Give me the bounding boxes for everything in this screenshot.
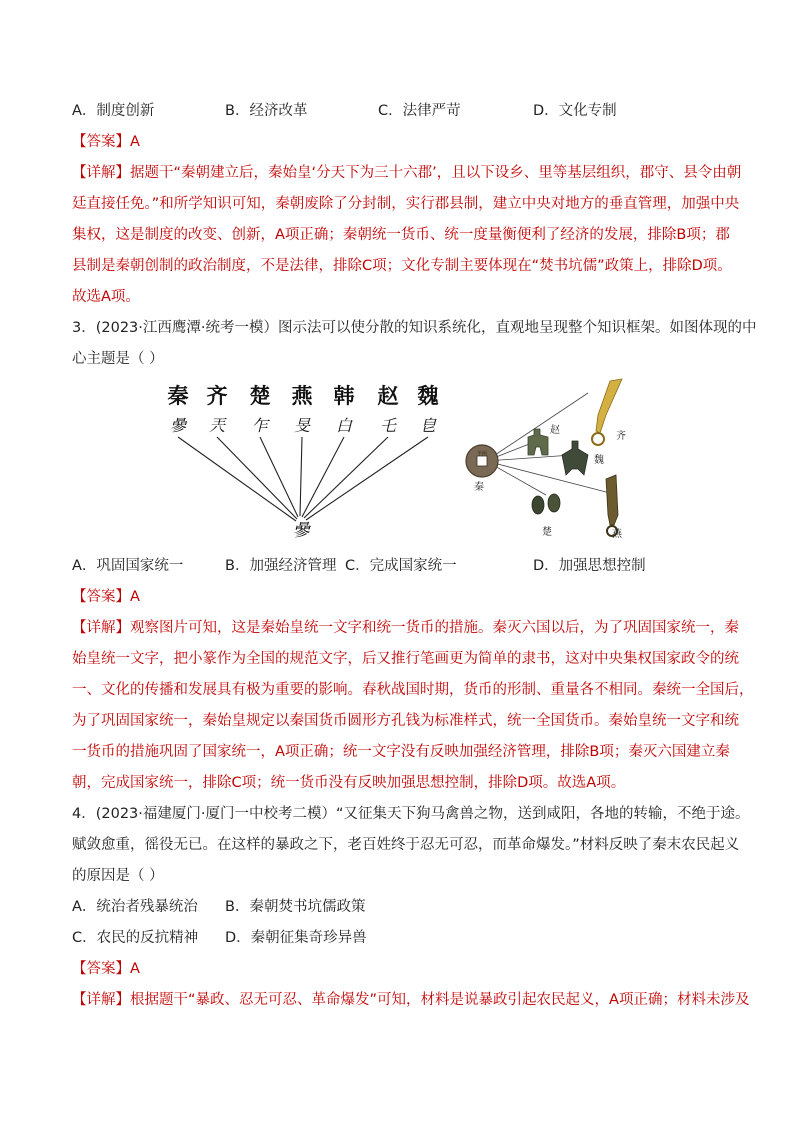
q3-option-c: C．完成国家统一 [345, 558, 457, 574]
label-qi: 齐 [616, 431, 626, 442]
answer-value: A [130, 961, 140, 977]
q3-options [72, 551, 722, 582]
state-wei: 魏 [417, 384, 439, 408]
label-yan: 燕 [612, 529, 622, 540]
answer-tag: 【答案】 [72, 961, 130, 977]
q3-figure [72, 381, 722, 549]
stem-line: 赋敛愈重，徭役无已。在这样的暴政之下，老百姓终于忍无可忍，而革命爆发。”材料反映了秦末农民起义 [72, 837, 740, 853]
yan-knife-coin [606, 475, 618, 536]
stem-line: 4．(2023·福建厦门·厦门一中校考二模）“又征集天下狗马禽兽之物，送到咸阳，各地的转输，不绝于途。 [72, 806, 750, 822]
q3-explanation [72, 613, 754, 799]
answer-value: A [130, 589, 140, 605]
state-han: 韩 [333, 384, 355, 408]
explain-tag: 【详解】 [72, 165, 130, 181]
answer-tag: 【答案】 [72, 134, 130, 150]
seal-glyph: 曑 [169, 416, 187, 435]
state-yan: 燕 [291, 384, 313, 408]
q2-explanation [72, 158, 742, 313]
q2-option-c: C．法律严苛 [378, 103, 461, 119]
q4-options-row-2 [72, 923, 722, 954]
state-chu: 楚 [249, 384, 271, 408]
seal-glyph: 兲 [208, 416, 226, 435]
explain-line: 廷直接任免。”和所学知识可知，秦朝废除了分封制，实行郡县制，建立中央对地方的垂直管理，加强中央 [72, 196, 740, 212]
explain-line: 观察图片可知，这是秦始皇统一文字和统一货币的措施。秦灭六国以后，为了巩固国家统一，秦 [130, 620, 739, 636]
q3-stem [72, 313, 757, 375]
explain-line: 根据题干“暴政、忍无可忍、革命爆发”可知，材料是说暴政引起农民起义，A项正确；材料未涉及 [130, 992, 750, 1008]
explain-line: 为了巩固国家统一，秦始皇规定以秦国货币圆形方孔钱为标准样式，统一全国货币。秦始皇统一文字和统 [72, 713, 739, 729]
q3-option-d: D．加强思想控制 [533, 558, 646, 574]
seal-glyph: 乇 [379, 416, 397, 435]
explain-line: 县制是秦朝创制的政治制度，不是法律，排除C项；文化专制主要体现在“焚书坑儒”政策上，排除D项。 [72, 258, 732, 274]
script-unification-figure [160, 381, 440, 541]
explain-tag: 【详解】 [72, 620, 130, 636]
answer-value: A [130, 134, 140, 150]
seal-glyph: 白 [335, 416, 353, 435]
q4-option-d: D．秦朝征集奇珍异兽 [225, 930, 367, 946]
svg-text:半两: 半两 [476, 451, 488, 457]
state-qi: 齐 [206, 384, 228, 408]
label-wei: 魏 [594, 455, 604, 466]
stem-line: 的原因是（ ） [72, 868, 164, 884]
q4-answer [72, 954, 722, 985]
explain-line: 据题干“秦朝建立后，秦始皇‘分天下为三十六郡’，且以下设乡、里等基层组织，郡守、县令由朝 [130, 165, 742, 181]
q3-answer [72, 582, 722, 613]
explain-line: 一货币的措施巩固了国家统一，A项正确；统一文字没有反映加强经济管理，排除B项；秦灭六国建立秦 [72, 744, 730, 760]
q4-options-row-1 [72, 892, 722, 923]
small-seal-center-glyph: 曑 [292, 521, 310, 541]
q4-stem [72, 799, 750, 892]
q2-option-d: D．文化专制 [533, 103, 617, 119]
explain-line: 集权，这是制度的改变、创新，A项正确；秦朝统一货币、统一度量衡便利了经济的发展，排除B项；郡 [72, 227, 730, 243]
q2-option-b: B．经济改革 [225, 103, 308, 119]
q4-option-b: B．秦朝焚书坑儒政策 [225, 899, 366, 915]
wei-spade-coin [562, 441, 588, 475]
converging-lines [178, 437, 428, 521]
stem-line: 心主题是（ ） [72, 351, 164, 367]
stem-line: 3．(2023·江西鹰潭·统考一模）图示法可以使分散的知识系统化，直观地呈现整个知识框架。如图体现的中 [72, 320, 757, 336]
q2-option-a: A．制度创新 [72, 103, 155, 119]
zhao-spade-coin [528, 429, 548, 455]
q3-option-b: B．加强经济管理 [225, 558, 337, 574]
explain-line: 始皇统一文字，把小篆作为全国的规范文字，后又推行笔画更为简单的隶书，这对中央集权国家政令的统 [72, 651, 739, 667]
label-chu: 楚 [542, 527, 552, 538]
state-qin: 秦 [167, 384, 189, 408]
q4-explanation [72, 985, 750, 1016]
label-zhao: 赵 [550, 425, 560, 436]
seal-glyph: 乍 [251, 416, 269, 435]
explain-tag: 【详解】 [72, 992, 130, 1008]
q3-option-a: A．巩固国家统一 [72, 558, 184, 574]
label-qin: 秦 [474, 482, 484, 493]
answer-tag: 【答案】 [72, 589, 130, 605]
chu-ant-nose-coins [532, 494, 560, 514]
explain-line: 朝，完成国家统一，排除C项；统一货币没有反映加强思想控制，排除D项。故选A项。 [72, 775, 626, 791]
document-page [72, 96, 757, 1016]
q2-answer [72, 127, 722, 158]
q4-option-c: C．农民的反抗精神 [72, 930, 199, 946]
explain-line: 故选A项。 [72, 289, 140, 305]
seal-glyph: 皀 [419, 416, 437, 435]
q4-option-a: A．统治者残暴统治 [72, 899, 198, 915]
explain-line: 一、文化的传播和发展具有极为重要的影响。春秋战国时期，货币的形制、重量各不相同。秦统一全国后， [72, 682, 754, 698]
qin-ban-liang-coin [466, 445, 498, 477]
seal-glyph: 旻 [293, 416, 311, 435]
currency-unification-figure [460, 375, 712, 547]
state-zhao: 赵 [377, 384, 399, 408]
q2-options [72, 96, 722, 127]
